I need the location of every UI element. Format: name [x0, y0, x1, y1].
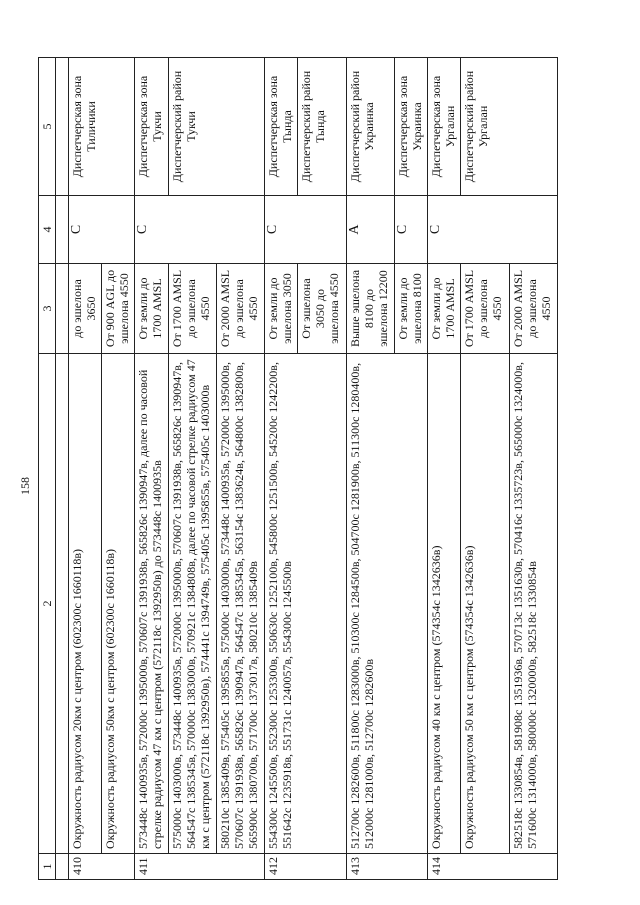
table-row	[168, 58, 216, 880]
limits-cell: От земли до эшелона 8100	[394, 264, 427, 354]
limits-cell: От 2000 AMSL до эшелона 4550	[509, 264, 557, 354]
limits-cell: От эшелона 3050 до эшелона 4550	[298, 264, 346, 354]
table-row	[265, 58, 298, 880]
zone-cell: Диспетчерская зона Украинка	[394, 58, 427, 196]
limits-cell: От 1700 AMSL до эшелона 4550	[461, 264, 509, 354]
zone-cell: Диспетчерский район Ургалан	[461, 58, 558, 196]
class-cell: C	[265, 196, 346, 264]
zone-cell: Диспетчерская зона Тукчи	[135, 58, 168, 196]
zone-cell: Диспетчерский район Тукчи	[168, 58, 265, 196]
class-cell: A	[346, 196, 394, 264]
zone-cell: Диспетчерская зона Тында	[265, 58, 298, 196]
header-col-5: 5	[39, 58, 56, 196]
class-cell: C	[394, 196, 427, 264]
boundary-cell: Окружность радиусом 50 км с центром (574354с 1342636в)	[461, 354, 509, 854]
table-row	[346, 58, 394, 880]
header-row	[39, 58, 56, 880]
class-cell: C	[135, 196, 265, 264]
class-cell: C	[428, 196, 558, 264]
zone-cell: Диспетчерская зона Ургалан	[428, 58, 461, 196]
header-col-1: 1	[39, 854, 56, 880]
zone-cell: Диспетчерская зона Тиличики	[69, 58, 135, 196]
row-number: 414	[428, 854, 558, 880]
boundary-cell: 512700с 1282600в, 511800с 1283000в, 510300с 1284500в, 504700с 1281900в, 511300с 1280400в, 512000с 1281000в, 512700с 1282600в	[346, 354, 427, 854]
table-row	[428, 58, 461, 880]
airspace-table	[38, 57, 558, 880]
boundary-cell: 582518с 1330854в, 581908с 1351936в, 570713с 1351630в, 570416с 1335723в, 565000с 1324000в, 571600с 1314000в, 580000с 1320000в, 582518с 1330854в	[509, 354, 557, 854]
rotated-page	[18, 58, 558, 880]
row-number: 412	[265, 854, 346, 880]
limits-cell: От земли до эшелона 3050	[265, 264, 298, 354]
limits-cell: От 900 AGL до эшелона 4550	[102, 264, 135, 354]
limits-cell: От земли до 1700 AMSL	[135, 264, 168, 354]
page-number: 158	[18, 477, 32, 495]
limits-cell: Выше эшелона 8100 до эшелона 12200	[346, 264, 394, 354]
limits-cell: От 2000 AMSL до эшелона 4550	[216, 264, 264, 354]
boundary-cell: 580210с 1385409в, 575405с 1395855в, 575000с 1403000в, 573448с 1400935в, 572000с 1395000в, 570607с 1391938в, 565826с 1390947в, 564547с 1385345в, 563154с 1383624в, 564800с 1382800в, 565900с 1380700в, 571700с 1373017в, 580210с 1385409в	[216, 354, 264, 854]
boundary-cell: 575000с 1403000в, 573448с 1400935в, 572000с 1395000в, 570607с 1391938в, 565826с 1390947в, 564547с 1385345в, 570000с 1383000в, 570921с 1384808в, далее по часовой стрелке радиусом 47 км с центром (572118с 1392950в), 574441с 1394749в, 575405с 1395855в, 575405с 1403000в	[168, 354, 216, 854]
limits-cell: От 1700 AMSL до эшелона 4550	[168, 264, 216, 354]
limits-cell: до эшелона 3650	[69, 264, 102, 354]
class-cell: C	[69, 196, 135, 264]
table-row	[69, 58, 102, 880]
row-number: 410	[69, 854, 135, 880]
limits-cell: От земли до 1700 AMSL	[428, 264, 461, 354]
header-col-3: 3	[39, 264, 56, 354]
boundary-cell: Окружность радиусом 40 км с центром (574354с 1342636в)	[428, 354, 461, 854]
zone-cell: Диспетчерский район Украинка	[346, 58, 394, 196]
row-number: 411	[135, 854, 265, 880]
zone-cell: Диспетчерский район Тында	[298, 58, 346, 196]
table-row	[461, 58, 509, 880]
boundary-cell: Окружность радиусом 20км с центром (602300с 1660118в)	[69, 354, 102, 854]
boundary-cell: 554300с 1245500в, 552300с 1253300в, 550630с 1252100в, 545800с 1251500в, 545200с 1242200в, 551642с 1235918в, 551731с 1240057в, 554300с 1245500в	[265, 354, 346, 854]
header-col-4: 4	[39, 196, 56, 264]
table-row	[135, 58, 168, 880]
boundary-cell: Окружность радиусом 50км с центром (602300с 1660118в)	[102, 354, 135, 854]
row-number: 413	[346, 854, 427, 880]
boundary-cell: 573448с 1400935в, 572000с 1395000в, 570607с 1391938в, 565826с 1390947в, далее по часовой стрелке радиусом 47 км с центром (572118с 1392950в) до 573448с 1400935в	[135, 354, 168, 854]
blank-row	[56, 58, 69, 880]
header-col-2: 2	[39, 354, 56, 854]
